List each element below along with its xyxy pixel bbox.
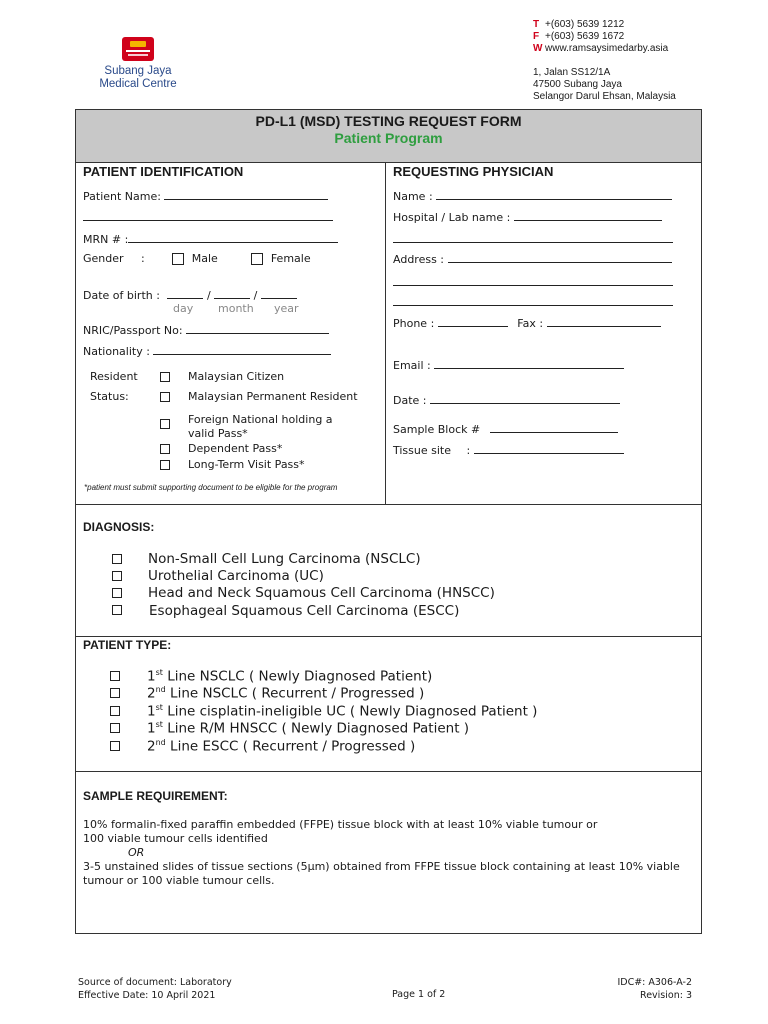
footer-effective-date: Effective Date: 10 April 2021 [78,990,216,1001]
patient-type-checkbox[interactable] [110,706,120,716]
address-block [533,67,676,103]
patient-name-row [83,189,328,203]
patient-type-label [147,720,469,737]
phone-value: +(603) 5639 1212 [545,19,625,30]
contact-block [533,19,668,55]
nsclc-label: Non-Small Cell Lung Carcinoma (NSCLC) [148,551,421,567]
sample-or: OR [128,846,145,859]
footer-page-number: Page 1 of 2 [392,989,446,1000]
permanent-resident-label: Malaysian Permanent Resident [188,390,358,403]
permanent-resident-checkbox[interactable] [160,392,170,402]
patient-name-label: Patient Name: [83,190,161,203]
patient-type-line-number: 2 [147,685,156,702]
dob-separator: / [206,289,211,302]
sample-text [83,818,680,888]
status-label: Status: [90,390,129,403]
phone-field[interactable] [438,316,508,327]
fax-label: F [533,31,540,42]
patient-type-checkbox[interactable] [110,723,120,733]
tissue-site-label: Tissue site [393,444,452,457]
hospital-field-line2[interactable] [393,242,673,243]
mrn-field[interactable] [128,232,338,243]
mrn-label: MRN # : [83,233,129,246]
patient-type-ordinal: st [155,668,163,677]
patient-type-label [147,668,432,685]
email-field[interactable] [434,358,624,369]
nric-label: NRIC/Passport No: [83,324,183,337]
nationality-label: Nationality : [83,345,150,358]
patient-type-label [147,685,424,702]
physician-address-label: Address : [393,253,445,266]
date-label: Date : [393,394,427,407]
uc-label: Urothelial Carcinoma (UC) [148,568,324,584]
patient-heading: PATIENT IDENTIFICATION [83,164,244,179]
sample-heading: SAMPLE REQUIREMENT: [83,789,228,803]
nationality-field[interactable] [153,344,331,355]
hospital-field[interactable] [514,210,662,221]
web-label: W [533,43,543,54]
logo-name-line2: Medical Centre [99,78,177,90]
form-title: PD-L1 (MSD) TESTING REQUEST FORM [255,113,522,129]
logo-name-line1: Subang Jaya [104,65,172,77]
dob-day-field[interactable] [167,288,203,299]
long-term-visit-label: Long-Term Visit Pass* [188,458,305,471]
fax-line [533,31,668,43]
sample-block-label: Sample Block # [393,423,481,436]
physician-address-line2[interactable] [393,285,673,286]
footer-idc: IDC#: A306-A-2 [617,977,692,988]
hospital-logo [122,37,154,61]
patient-type-checkbox[interactable] [110,671,120,681]
patient-type-text: Line cisplatin-ineligible UC ( Newly Diagnosed Patient ) [162,703,538,720]
form-title-bar [75,109,702,163]
resident-label: Resident [90,370,138,383]
patient-type-top-border [75,636,702,637]
patient-type-label [147,738,415,755]
sample-block-field[interactable] [490,422,618,433]
date-field[interactable] [430,393,620,404]
physician-address-field[interactable] [448,252,672,263]
physician-name-field[interactable] [436,189,672,200]
mrn-row [83,232,338,246]
patient-type-ordinal: st [155,720,163,729]
female-checkbox[interactable] [251,253,263,265]
footer-right [592,976,692,1002]
malaysian-citizen-label: Malaysian Citizen [188,370,285,383]
dob-separator: / [253,289,258,302]
physician-heading: REQUESTING PHYSICIAN [393,164,554,179]
patient-type-checkbox[interactable] [110,741,120,751]
physician-name-row [393,189,672,203]
sample-paragraph-1-line1: 10% formalin-fixed paraffin embedded (FFPE) tissue block with at least 10% viable tumour or [83,818,598,831]
dependent-pass-checkbox[interactable] [160,444,170,454]
nric-field[interactable] [186,323,329,334]
address-line: 47500 Subang Jaya [533,79,622,90]
dependent-pass-label: Dependent Pass* [188,442,283,455]
patient-type-text: Line ESCC ( Recurrent / Progressed ) [165,738,416,755]
tissue-site-row [393,443,624,457]
dob-year-field[interactable] [261,288,297,299]
dob-day-hint: day [173,302,194,315]
address-line: Selangor Darul Ehsan, Malaysia [533,91,676,102]
section-divider [385,162,386,504]
patient-type-line-number: 1 [147,703,156,720]
hnscc-checkbox[interactable] [112,588,122,598]
logo-emblem-icon [122,37,154,61]
dob-month-hint: month [218,302,254,315]
male-label: Male [191,252,218,265]
address-line: 1, Jalan SS12/1A [533,67,611,78]
dob-year-hint: year [274,302,299,315]
sample-paragraph-2-line1: 3-5 unstained slides of tissue sections (5µm) obtained from FFPE tissue block containing at least 10% viable [83,860,680,873]
web-value[interactable]: www.ramsaysimedarby.asia [545,43,669,54]
physician-address-line3[interactable] [393,305,673,306]
patient-type-text: Line R/M HNSCC ( Newly Diagnosed Patient ) [162,720,470,737]
phone-label: Phone : [393,317,435,330]
foreign-national-label: Foreign National holding a [188,413,333,426]
escc-checkbox[interactable] [112,605,122,615]
nationality-row [83,344,331,358]
male-checkbox[interactable] [172,253,184,265]
gender-row [83,252,311,265]
hnscc-label: Head and Neck Squamous Cell Carcinoma (HNSCC) [148,585,495,601]
patient-name-field[interactable] [164,189,328,200]
patient-type-ordinal: nd [155,685,166,694]
hospital-row [393,210,662,224]
foreign-national-checkbox[interactable] [160,419,170,429]
gender-colon: : [141,252,145,265]
sample-paragraph-2-line2: tumour or 100 viable tumour cells. [83,874,275,887]
dob-row [83,288,297,302]
sample-paragraph-1-line2: 100 viable tumour cells identified [83,832,268,845]
patient-type-line-number: 1 [147,668,156,685]
long-term-visit-checkbox[interactable] [160,460,170,470]
phone-label: T [533,19,540,30]
patient-name-field-line2[interactable] [83,220,333,221]
escc-label: Esophageal Squamous Cell Carcinoma (ESCC) [149,603,460,619]
email-label: Email : [393,359,431,372]
foreign-national-label-cont: valid Pass* [188,427,248,440]
fax-field[interactable] [547,316,661,327]
patient-type-ordinal: st [155,703,163,712]
hospital-label: Hospital / Lab name : [393,211,511,224]
email-row [393,358,624,372]
footer-source: Source of document: Laboratory [78,977,232,988]
footer-revision: Revision: 3 [640,990,692,1001]
patient-type-line-number: 1 [147,720,156,737]
phone-line [533,19,668,31]
patient-type-checkbox[interactable] [110,688,120,698]
physician-address-row [393,252,672,266]
female-label: Female [270,252,311,265]
patient-type-line-number: 2 [147,738,156,755]
diagnosis-heading: DIAGNOSIS: [83,520,155,534]
fax-label: Fax : [517,317,544,330]
logo-name [92,65,184,91]
footer-left [78,976,232,1002]
patient-type-text: Line NSCLC ( Recurrent / Progressed ) [165,685,425,702]
fax-value: +(603) 5639 1672 [545,31,625,42]
patient-type-heading: PATIENT TYPE: [83,638,172,652]
gender-label: Gender [83,252,124,265]
date-row [393,393,620,407]
nsclc-checkbox[interactable] [112,554,122,564]
nric-row [83,323,329,337]
uc-checkbox[interactable] [112,571,122,581]
patient-type-label [147,703,537,720]
tissue-site-colon: : [466,444,471,457]
patient-type-ordinal: nd [155,738,166,747]
sample-block-row [393,422,618,436]
tissue-site-field[interactable] [474,443,624,454]
patient-type-text: Line NSCLC ( Newly Diagnosed Patient) [162,668,433,685]
phone-fax-row [393,316,661,330]
dob-label: Date of birth : [83,289,160,302]
form-subtitle: Patient Program [334,130,443,146]
dob-month-field[interactable] [214,288,250,299]
web-line [533,43,668,55]
malaysian-citizen-checkbox[interactable] [160,372,170,382]
physician-name-label: Name : [393,190,433,203]
supporting-doc-footnote: *patient must submit supporting document to be eligible for the program [84,483,338,492]
sample-top-border [75,771,702,772]
